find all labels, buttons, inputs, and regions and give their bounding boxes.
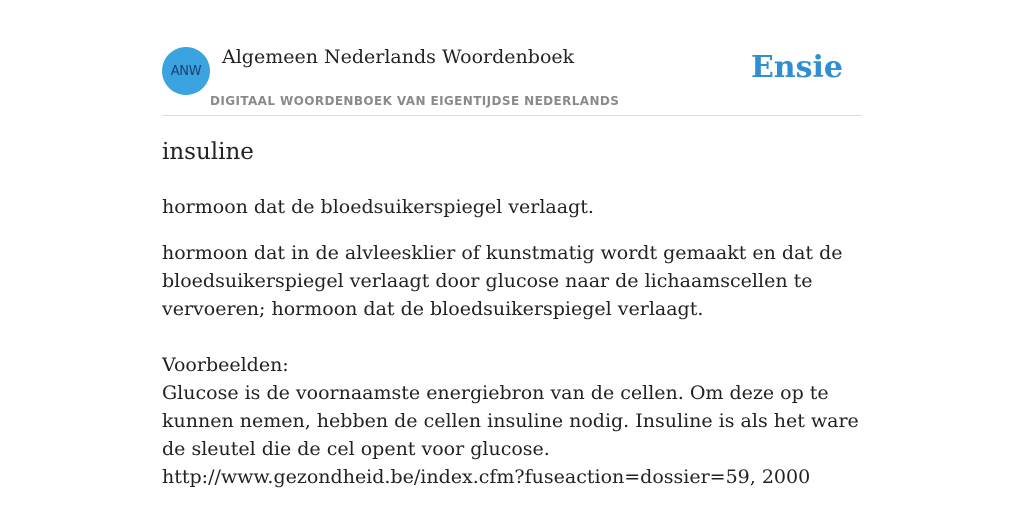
short-definition: hormoon dat de bloedsuikerspiegel verlaagt.: [162, 196, 594, 218]
paragraph-spacer: [162, 323, 862, 351]
long-definition-block: [162, 239, 862, 491]
headword: insuline: [162, 139, 254, 165]
anw-logo[interactable]: [162, 47, 210, 95]
site-title[interactable]: Algemeen Nederlands Woordenboek: [222, 46, 575, 68]
entry-card: [162, 0, 862, 512]
long-definition: hormoon dat in de alvleesklier of kunstmatig wordt gemaakt en dat de bloedsuikerspiegel verlaagt door glucose naar de lichaamscellen te vervoeren; hormoon dat de bloedsuikerspiegel verlaagt.: [162, 242, 843, 320]
example-source: http://www.gezondheid.be/index.cfm?fuseaction=dossier=59, 2000: [162, 466, 811, 488]
site-subtitle: DIGITAAL WOORDENBOEK VAN EIGENTIJDSE NEDERLANDS: [210, 94, 620, 108]
anw-logo-text: ANW: [170, 63, 202, 79]
examples-label: Voorbeelden:: [162, 354, 289, 376]
ensie-brand-logo[interactable]: Ensie: [750, 50, 843, 85]
example-text: Glucose is de voornaamste energiebron van de cellen. Om deze op te kunnen nemen, hebben de cellen insuline nodig. Insuline is als het ware de sleutel die de cel opent voor glucose.: [162, 382, 859, 460]
header-divider: [162, 115, 862, 116]
